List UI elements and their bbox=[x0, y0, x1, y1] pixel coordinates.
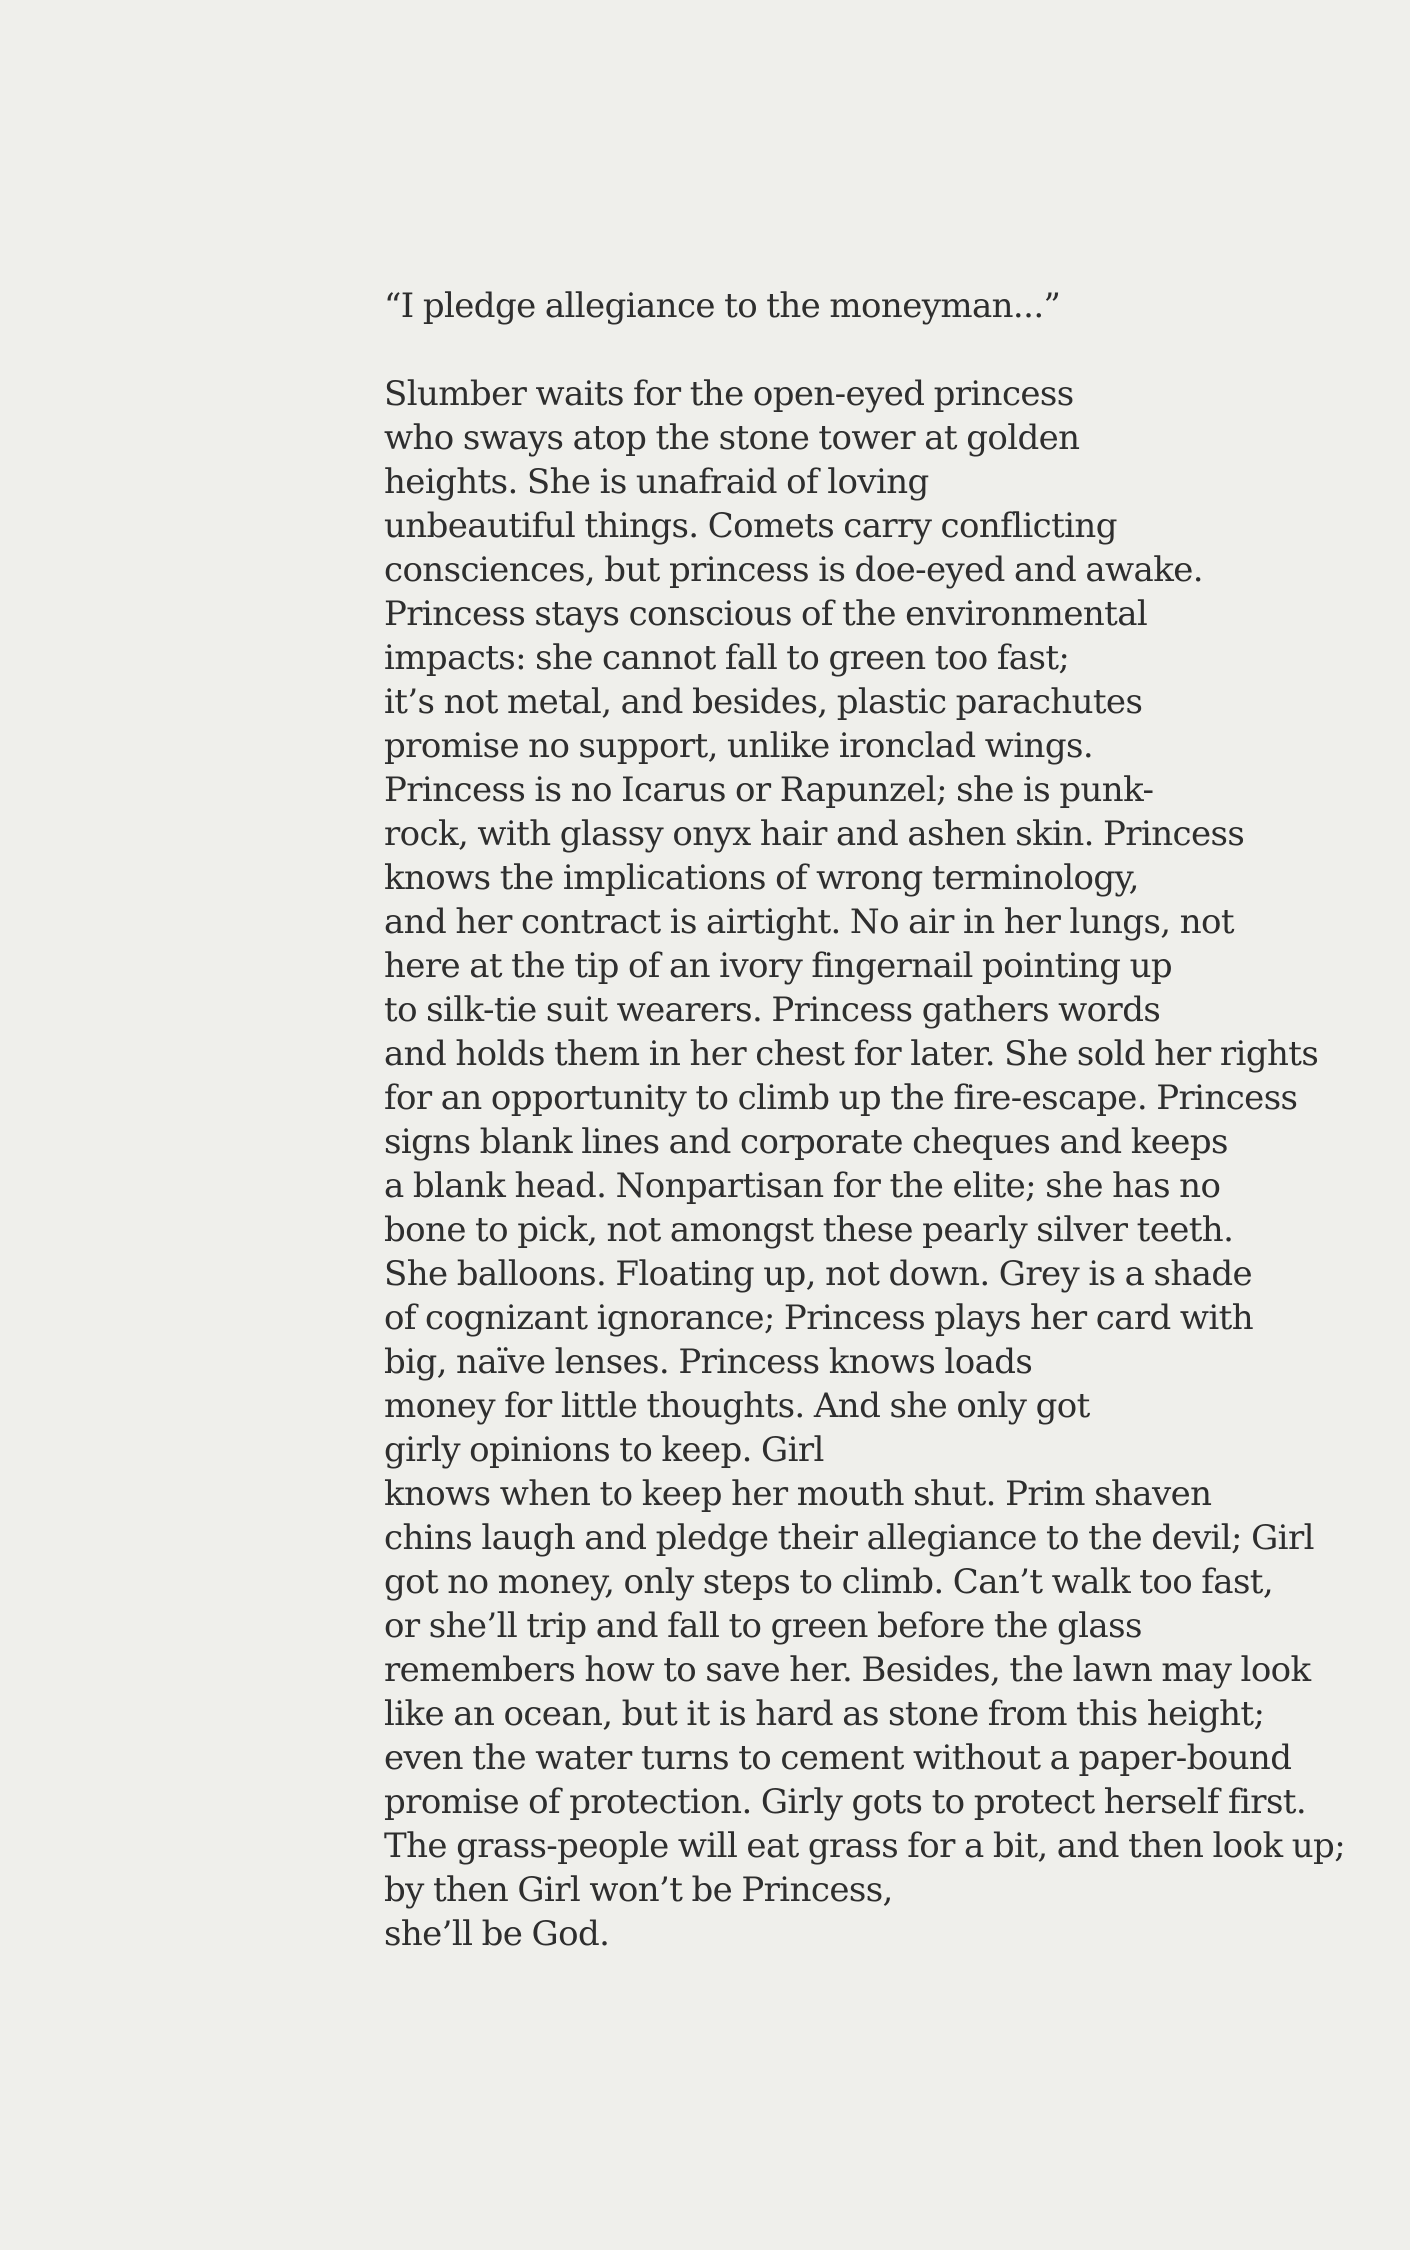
poem-line: promise no support, unlike ironclad wings. bbox=[384, 726, 1094, 766]
poem-line: of cognizant ignorance; Princess plays her card with bbox=[384, 1298, 1254, 1338]
poem-line: got no money, only steps to climb. Can’t walk too fast, bbox=[384, 1562, 1274, 1602]
poem-line: for an opportunity to climb up the fire-escape. Princess bbox=[384, 1078, 1298, 1118]
poem-line: who sways atop the stone tower at golden bbox=[384, 418, 1080, 458]
poem-line: like an ocean, but it is hard as stone from this height; bbox=[384, 1694, 1265, 1734]
poem-line: The grass-people will eat grass for a bit, and then look up; bbox=[384, 1826, 1346, 1866]
poem-line: to silk-tie suit wearers. Princess gathers words bbox=[384, 990, 1161, 1030]
poem-line: here at the tip of an ivory fingernail pointing up bbox=[384, 946, 1173, 986]
poem-line: unbeautiful things. Comets carry conflicting bbox=[384, 506, 1117, 546]
poem-line: Princess stays conscious of the environmental bbox=[384, 594, 1148, 634]
poem-line: knows when to keep her mouth shut. Prim shaven bbox=[384, 1474, 1212, 1514]
poem-line: promise of protection. Girly gots to protect herself first. bbox=[384, 1782, 1307, 1822]
poem-epigraph: “I pledge allegiance to the moneyman...” bbox=[384, 286, 1061, 326]
poem-line: bone to pick, not amongst these pearly silver teeth. bbox=[384, 1210, 1234, 1250]
poem-line: girly opinions to keep. Girl bbox=[384, 1430, 824, 1470]
poem-line: and holds them in her chest for later. She sold her rights bbox=[384, 1034, 1319, 1074]
poem-line: by then Girl won’t be Princess, bbox=[384, 1870, 893, 1910]
poem-line: she’ll be God. bbox=[384, 1914, 610, 1954]
poem-line: Princess is no Icarus or Rapunzel; she is punk- bbox=[384, 770, 1154, 810]
poem-line: or she’ll trip and fall to green before the glass bbox=[384, 1606, 1142, 1646]
poem-line: big, naïve lenses. Princess knows loads bbox=[384, 1342, 1033, 1382]
poem-line: Slumber waits for the open-eyed princess bbox=[384, 374, 1074, 414]
poem-line: consciences, but princess is doe-eyed and awake. bbox=[384, 550, 1203, 590]
poem-line: impacts: she cannot fall to green too fast; bbox=[384, 638, 1070, 678]
poem-line: chins laugh and pledge their allegiance to the devil; Girl bbox=[384, 1518, 1314, 1558]
poem-line: money for little thoughts. And she only got bbox=[384, 1386, 1090, 1426]
poem-body bbox=[384, 372, 1384, 1956]
poem bbox=[384, 284, 1384, 1956]
poem-line: remembers how to save her. Besides, the lawn may look bbox=[384, 1650, 1311, 1690]
poem-line: She balloons. Floating up, not down. Grey is a shade bbox=[384, 1254, 1253, 1294]
poem-line: knows the implications of wrong terminology, bbox=[384, 858, 1139, 898]
poem-line: rock, with glassy onyx hair and ashen skin. Princess bbox=[384, 814, 1245, 854]
poem-line: and her contract is airtight. No air in her lungs, not bbox=[384, 902, 1234, 942]
poem-line: a blank head. Nonpartisan for the elite; she has no bbox=[384, 1166, 1221, 1206]
poem-line: even the water turns to cement without a paper-bound bbox=[384, 1738, 1292, 1778]
poem-line: heights. She is unafraid of loving bbox=[384, 462, 929, 502]
poem-line: it’s not metal, and besides, plastic parachutes bbox=[384, 682, 1143, 722]
poem-line: signs blank lines and corporate cheques and keeps bbox=[384, 1122, 1228, 1162]
